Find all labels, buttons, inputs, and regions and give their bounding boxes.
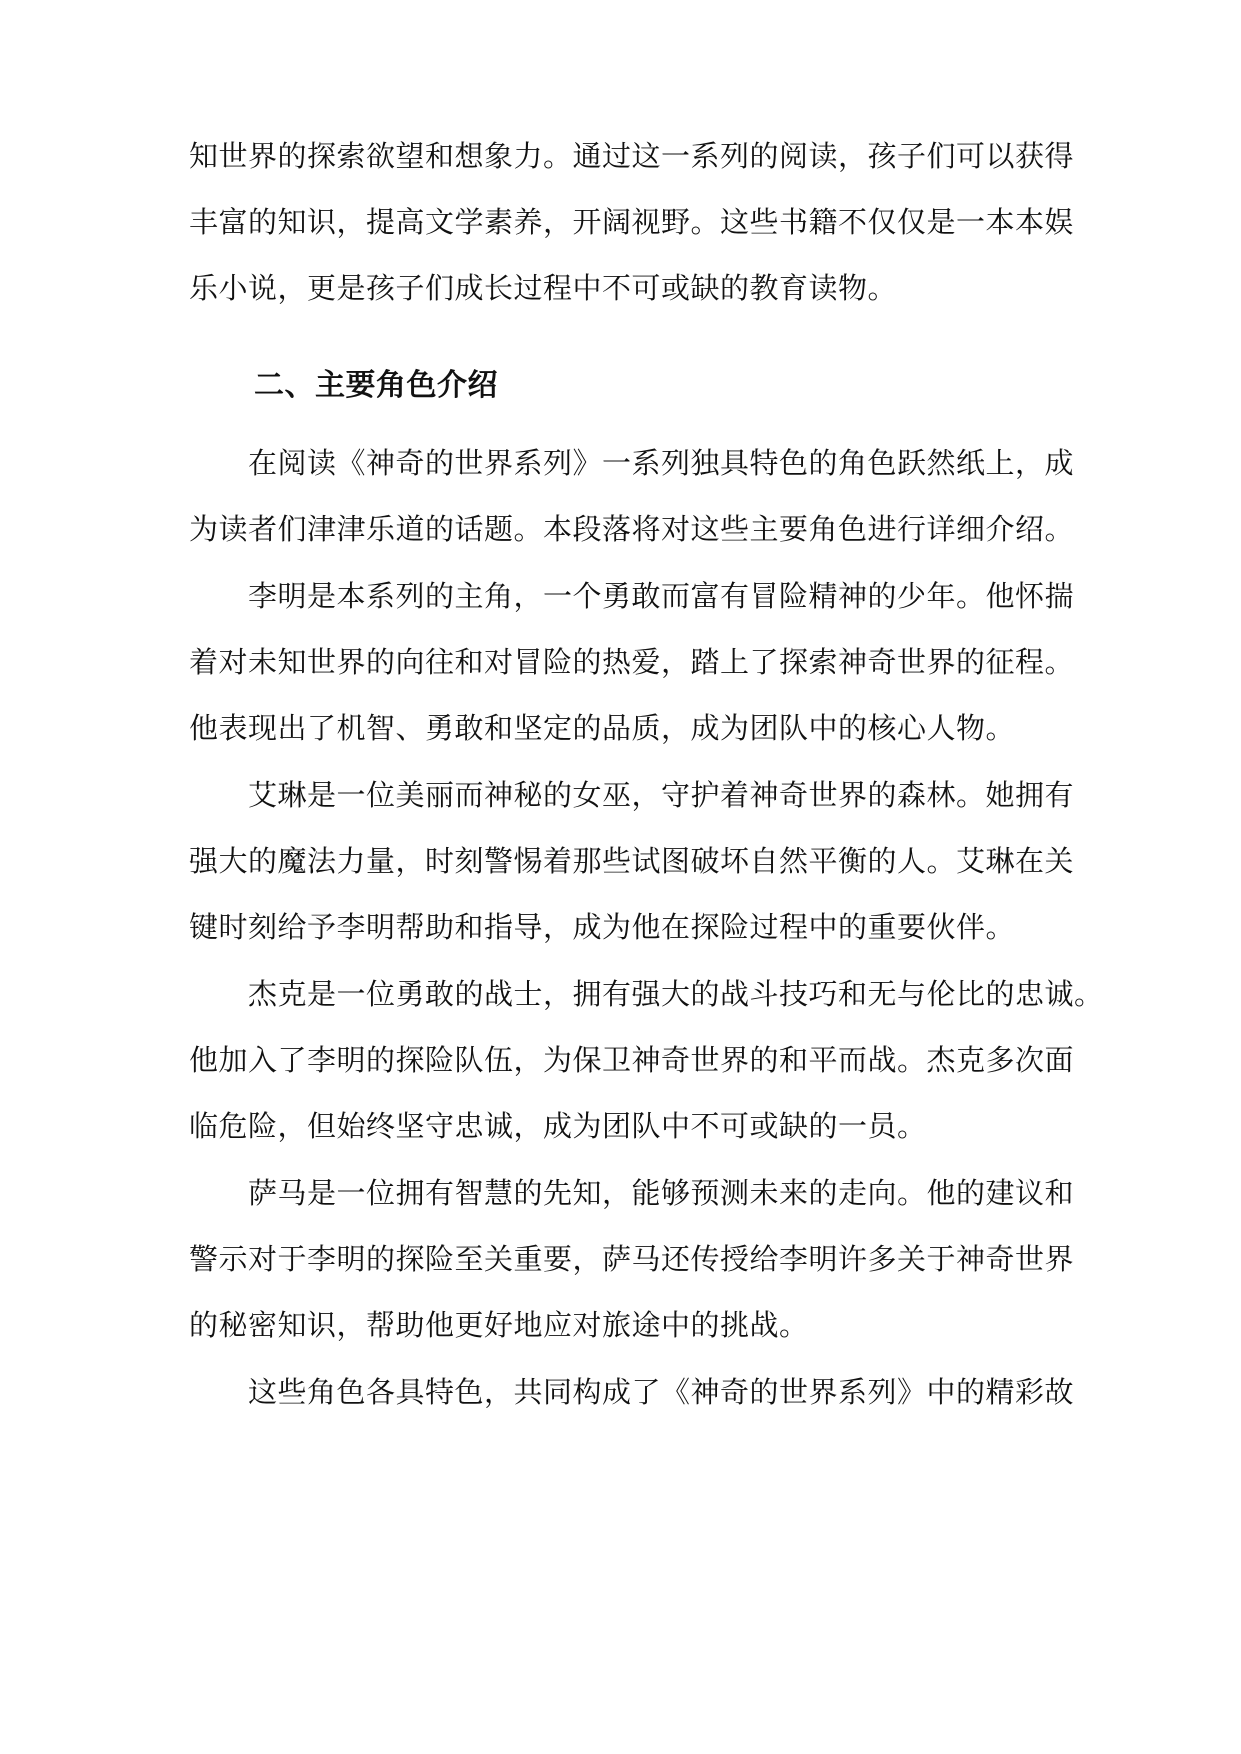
paragraph-line: 临危险，但始终坚守忠诚，成为团队中不可或缺的一员。: [189, 1109, 927, 1143]
paragraph-line: 杰克是一位勇敢的战士，拥有强大的战斗技巧和无与伦比的忠诚。: [248, 977, 1104, 1011]
text-line: 知世界的探索欲望和想象力。通过这一系列的阅读，孩子们可以获得: [189, 139, 1075, 173]
paragraph-line: 的秘密知识，帮助他更好地应对旅途中的挑战。: [189, 1308, 809, 1342]
text-line: 丰富的知识，提高文学素养，开阔视野。这些书籍不仅仅是一本本娱: [189, 205, 1075, 239]
paragraph-line: 强大的魔法力量，时刻警惕着那些试图破坏自然平衡的人。艾琳在关: [189, 844, 1075, 878]
text-line: 乐小说，更是孩子们成长过程中不可或缺的教育读物。: [189, 271, 898, 305]
paragraph-line: 萨马是一位拥有智慧的先知，能够预测未来的走向。他的建议和: [248, 1176, 1075, 1210]
paragraph-line: 他表现出了机智、勇敢和坚定的品质，成为团队中的核心人物。: [189, 711, 1016, 745]
paragraph-line: 为读者们津津乐道的话题。本段落将对这些主要角色进行详细介绍。: [189, 512, 1075, 546]
paragraph-line: 这些角色各具特色，共同构成了《神奇的世界系列》中的精彩故: [248, 1375, 1075, 1409]
paragraph-line: 在阅读《神奇的世界系列》一系列独具特色的角色跃然纸上，成: [248, 446, 1075, 480]
paragraph-line: 他加入了李明的探险队伍，为保卫神奇世界的和平而战。杰克多次面: [189, 1043, 1075, 1077]
section-heading: 二、主要角色介绍: [254, 368, 498, 403]
paragraph-line: 李明是本系列的主角，一个勇敢而富有冒险精神的少年。他怀揣: [248, 579, 1075, 613]
paragraph-line: 着对未知世界的向往和对冒险的热爱，踏上了探索神奇世界的征程。: [189, 645, 1075, 679]
paragraph-line: 键时刻给予李明帮助和指导，成为他在探险过程中的重要伙伴。: [189, 910, 1016, 944]
paragraph-line: 艾琳是一位美丽而神秘的女巫，守护着神奇世界的森林。她拥有: [248, 778, 1075, 812]
paragraph-line: 警示对于李明的探险至关重要，萨马还传授给李明许多关于神奇世界: [189, 1242, 1075, 1276]
